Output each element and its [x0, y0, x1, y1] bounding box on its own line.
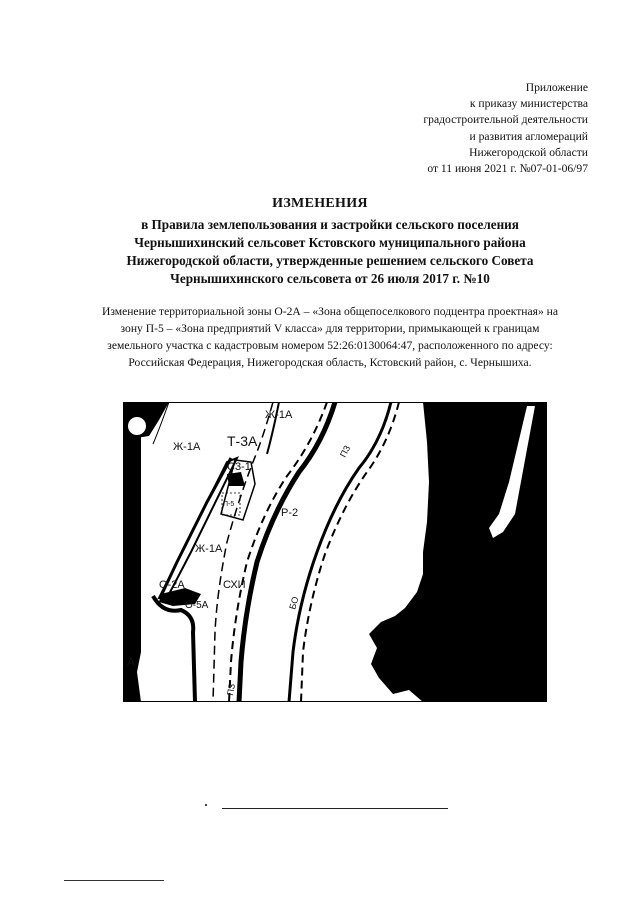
appendix-line: и развития агломераций [469, 129, 588, 143]
map-label-bo: БО [287, 595, 301, 611]
appendix-line: Приложение [525, 81, 588, 94]
description-line: земельного участка с кадастровым номером 52:26:0130064:47, расположенного по адресу: [107, 339, 553, 352]
subtitle-line: Чернышихинского сельсовета от 26 июля 2017 г. №10 [170, 271, 490, 286]
map-label-o5a: О-5А [185, 600, 209, 611]
footnote-line [64, 880, 164, 881]
appendix-line: Нижегородской области [469, 145, 588, 159]
subtitle-line: Чернышихинский сельсовет Кстовского муниципального района [134, 235, 526, 250]
appendix-line: от 11 июня 2021 г. №07-01-06/97 [427, 162, 588, 176]
description-line: зону П-5 – «Зона предприятий V класса» для территории, примыкающей к границам [120, 322, 540, 335]
appendix-line: к приказу министерства [469, 97, 588, 111]
map-label-p5: П-5 [223, 501, 235, 508]
stray-mark [205, 804, 207, 806]
signature-line [222, 808, 448, 809]
map-label-pz: ПЗ [225, 682, 238, 697]
map-label-a: А [127, 655, 136, 669]
subtitle-line: в Правила землепользования и застройки сельского поселения [141, 217, 519, 232]
description-line: Российская Федерация, Нижегородская область, Кстовский район, с. Чернышиха. [128, 356, 532, 369]
document-subtitle [80, 216, 580, 288]
subtitle-line: Нижегородской области, утвержденные решением сельского Совета [126, 253, 534, 268]
change-description [70, 303, 590, 371]
document-title: ИЗМЕНЕНИЯ [272, 196, 368, 211]
description-line: Изменение территориальной зоны О-2А – «Зона общепоселкового подцентра проектная» на [101, 305, 559, 318]
map-label-o2a: О-2А [159, 579, 185, 591]
map-label-zh1a: Ж-1А [195, 543, 223, 555]
map-label-t3a: Т-3А [227, 433, 258, 449]
zoning-map-svg [123, 402, 547, 702]
map-label-sz1: С3-1 [227, 461, 251, 473]
map-label-pz: ПЗ [337, 443, 353, 459]
appendix-block [423, 80, 588, 177]
map-label-r2: Р-2 [281, 507, 299, 519]
appendix-line: градостроительной деятельности [423, 113, 588, 127]
map-label-skhi: СХИ [223, 579, 246, 591]
map-label-zh1a: Ж-1А [173, 441, 201, 453]
zoning-map [123, 402, 547, 702]
map-label-zh1a: Ж-1А [265, 409, 293, 421]
map-lake [128, 417, 146, 435]
